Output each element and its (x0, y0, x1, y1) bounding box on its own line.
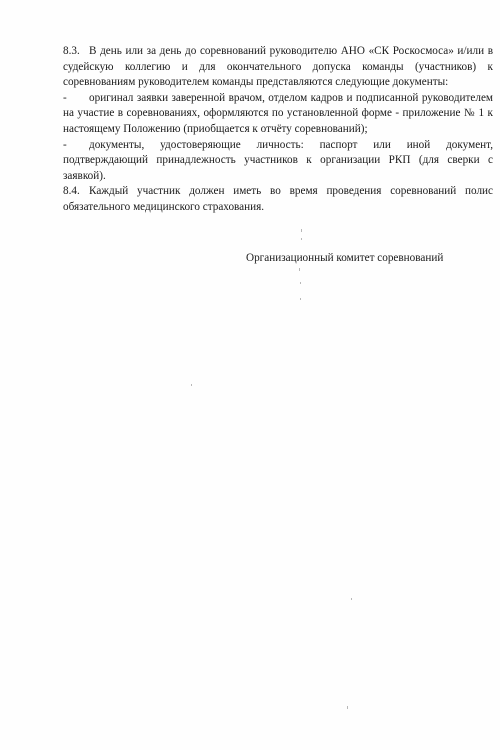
clause-text: Каждый участник должен иметь во время проведения соревнований полис обязательного медицинского страхования. (63, 185, 493, 213)
bullet-item (63, 138, 493, 185)
clause-text: В день или за день до соревнований руководителю АНО «СК Роскосмоса» и/или в судейскую коллегию и для окончательного допуска команды (участников) к соревнованиям руководителем команды представляются следующие документы: (63, 45, 493, 89)
bullet-text: оригинал заявки заверенной врачом, отделом кадров и подписанной руководителем на участие в соревнованиях, оформляются по установленной форме - приложение № 1 к настоящему Положению (приобщается к отчёту соревнований); (63, 91, 493, 135)
bullet-dash: - (63, 91, 67, 104)
bullet-text: документы, удостоверяющие личность: паспорт или иной документ, подтверждающий принадлежность участников к организации РКП (для сверки с заявкой). (63, 138, 493, 182)
clause-8-4 (63, 184, 493, 215)
clause-8-3 (63, 44, 493, 91)
clause-number: 8.4. (63, 185, 80, 198)
scan-speck (299, 268, 300, 271)
scan-speck (191, 384, 192, 386)
scan-speck (301, 238, 302, 240)
bullet-dash: - (63, 138, 67, 151)
clauses-block (63, 44, 493, 216)
scan-speck (347, 706, 348, 709)
scan-speck (301, 229, 302, 232)
scan-speck (300, 282, 301, 284)
clause-number: 8.3. (63, 45, 80, 57)
bullet-item (63, 91, 493, 138)
signature-line: Организационный комитет соревнований (246, 252, 444, 264)
scan-speck (300, 298, 301, 300)
scan-speck (351, 598, 352, 600)
